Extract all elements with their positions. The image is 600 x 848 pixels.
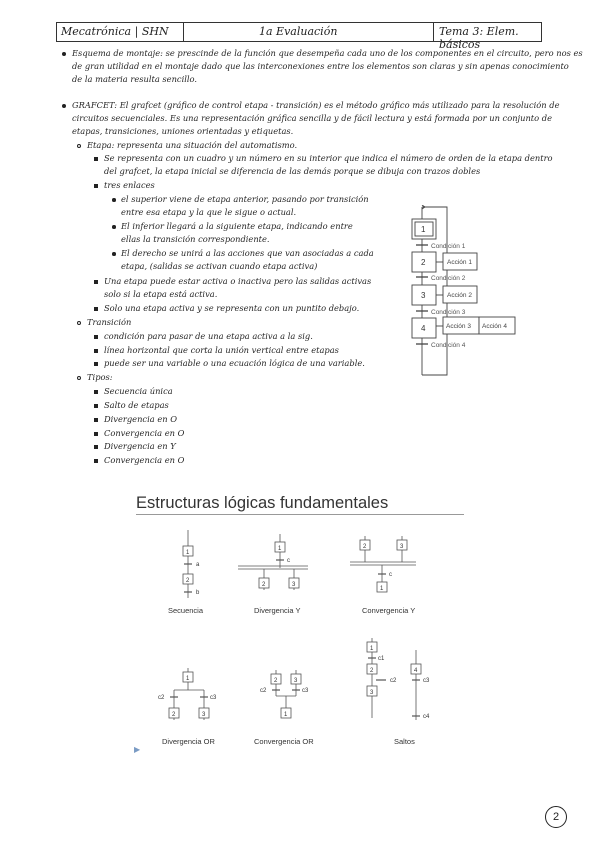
text-line: Se representa con un cuadro y un número en su interior que indica el número de orden de la etapa dentro [104, 153, 553, 163]
step-number: 4 [421, 324, 426, 333]
action-label: Acción 1 [447, 259, 472, 266]
step-number: 1 [421, 225, 426, 234]
text-line: del grafcet, la etapa inicial se diferencia de las demás porque se dibuja con trazos dobles [104, 166, 481, 176]
structure-divergencia-y [238, 534, 308, 615]
text-line: etapas, transiciones, uniones orientadas y etiquetas. [72, 126, 294, 136]
step-number: 4 [414, 668, 418, 674]
header-divider [183, 23, 184, 41]
step-number: 1 [284, 712, 288, 718]
bullet [94, 335, 98, 339]
page-number: 2 [545, 806, 567, 828]
condition-label: c3 [302, 688, 309, 694]
text-line: El inferior llegará a la siguiente etapa, indicando entre [121, 221, 353, 231]
step-number: 3 [421, 291, 426, 300]
step-number: 1 [380, 586, 384, 592]
header-evaluation: 1a Evaluación [259, 25, 338, 38]
text-line: Transición [87, 317, 132, 327]
text-line: puede ser una variable o una ecuación lógica de una variable. [104, 358, 365, 368]
step-number: 2 [274, 678, 278, 684]
text-line: Divergencia en O [104, 414, 178, 424]
step-number: 3 [370, 690, 374, 696]
text-line: Esquema de montaje: se prescinde de la función que desempeña cada uno de los componentes en el circuito, pero nos es [72, 48, 583, 58]
header-subject: Mecatrónica | SHN [61, 25, 169, 38]
bullet [94, 157, 98, 161]
step-number: 1 [278, 546, 282, 552]
grafcet-diagram [385, 205, 545, 380]
text-line: Una etapa puede estar activa o inactiva pero las salidas activas [104, 276, 372, 286]
figure-title-underline [136, 514, 464, 515]
figure-caption: Divergencia Y [254, 606, 301, 615]
transition-label: Condición 3 [431, 309, 466, 316]
text-line: el superior viene de etapa anterior, pasando por transición [121, 194, 369, 204]
step-number: 3 [294, 678, 298, 684]
bullet [94, 362, 98, 366]
figure-caption: Convergencia Y [362, 606, 416, 615]
step-number: 2 [262, 582, 266, 588]
text-line: Divergencia en Y [104, 441, 176, 451]
text-line: ellas la transición correspondiente. [121, 234, 270, 244]
text-line: condición para pasar de una etapa activa a la sig. [104, 331, 313, 341]
text-line: línea horizontal que corta la unión vertical entre etapas [104, 345, 339, 355]
structure-secuencia [168, 530, 204, 615]
step-number: 3 [400, 544, 404, 550]
bullet [94, 280, 98, 284]
step-number: 2 [421, 258, 426, 267]
bullet [62, 104, 66, 108]
step-number: 2 [172, 712, 176, 718]
bullet [112, 225, 116, 229]
action-label: Acción 4 [482, 323, 507, 330]
bullet [94, 432, 98, 436]
bullet [94, 404, 98, 408]
structure-saltos [367, 638, 430, 746]
step-number: 2 [363, 544, 367, 550]
condition-label: c [287, 558, 290, 564]
text-line: GRAFCET: El grafcet (gráfico de control etapa - transición) es el método gráfico más utilizado para la resolución de [72, 100, 560, 110]
text-line: solo si la etapa está activa. [104, 289, 218, 299]
page-header [56, 22, 542, 51]
text-line: circuitos secuenciales. Es una representación gráfica sencilla y de fácil lectura y está formada por un conjunto de [72, 113, 552, 123]
condition-label: c2 [158, 695, 165, 701]
action-label: Acción 3 [446, 323, 471, 330]
condition-label: a [196, 562, 200, 568]
bullet [94, 418, 98, 422]
text-line: Etapa: representa una situación del automatismo. [87, 140, 298, 150]
condition-label: c3 [423, 678, 430, 684]
text-line: de la materia resulta sencillo. [72, 74, 198, 84]
bullet [94, 445, 98, 449]
bullet [94, 390, 98, 394]
text-line: Secuencia única [104, 386, 173, 396]
figure-caption: Divergencia OR [162, 737, 215, 746]
text-line: El derecho se unirá a las acciones que van asociadas a cada [121, 248, 374, 258]
structure-divergencia-or [158, 668, 217, 746]
condition-label: c2 [390, 678, 397, 684]
figure-caption: Convergencia OR [254, 737, 314, 746]
text-line: Tipos: [87, 372, 113, 382]
condition-label: c4 [423, 714, 430, 720]
bullet [112, 198, 116, 202]
step-number: 3 [292, 582, 296, 588]
text-line: entre esa etapa y la que le sigue o actual. [121, 207, 297, 217]
bullet [94, 307, 98, 311]
step-number: 2 [186, 578, 190, 584]
structure-convergencia-y [350, 536, 416, 615]
bullet [77, 376, 81, 380]
step-number: 1 [186, 550, 190, 556]
action-label: Acción 2 [447, 292, 472, 299]
bullet [77, 144, 81, 148]
condition-label: b [196, 590, 200, 596]
text-line: Convergencia en O [104, 428, 185, 438]
bullet [112, 252, 116, 256]
step-number: 1 [370, 646, 374, 652]
header-divider [433, 23, 434, 41]
text-line: Convergencia en O [104, 455, 185, 465]
figure-caption: Secuencia [168, 606, 204, 615]
condition-label: c3 [210, 695, 217, 701]
bullet [62, 52, 66, 56]
condition-label: c1 [378, 656, 385, 662]
step-number: 1 [186, 676, 190, 682]
logic-structures-figure [140, 520, 480, 750]
play-arrow-icon: ▶ [134, 745, 141, 754]
text-line: tres enlaces [104, 180, 155, 190]
bullet [77, 321, 81, 325]
figure-title: Estructuras lógicas fundamentales [136, 494, 389, 512]
text-line: etapa, (salidas se activan cuando etapa activa) [121, 261, 318, 271]
bullet [94, 184, 98, 188]
step-number: 3 [202, 712, 206, 718]
figure-caption: Saltos [394, 737, 415, 746]
condition-label: c [389, 572, 392, 578]
condition-label: c2 [260, 688, 267, 694]
text-line: de gran utilidad en el montaje dado que las interconexiones entre los elementos son claras y sin apenas conocimiento [72, 61, 569, 71]
bullet [94, 459, 98, 463]
step-number: 2 [370, 668, 374, 674]
header-topic: Tema 3: Elem. básicos [439, 25, 519, 51]
transition-label: Condición 1 [431, 243, 466, 250]
transition-label: Condición 4 [431, 342, 466, 349]
bullet [94, 349, 98, 353]
structure-convergencia-or [254, 670, 314, 746]
text-line: Salto de etapas [104, 400, 169, 410]
transition-label: Condición 2 [431, 275, 466, 282]
text-line: Solo una etapa activa y se representa con un puntito debajo. [104, 303, 360, 313]
